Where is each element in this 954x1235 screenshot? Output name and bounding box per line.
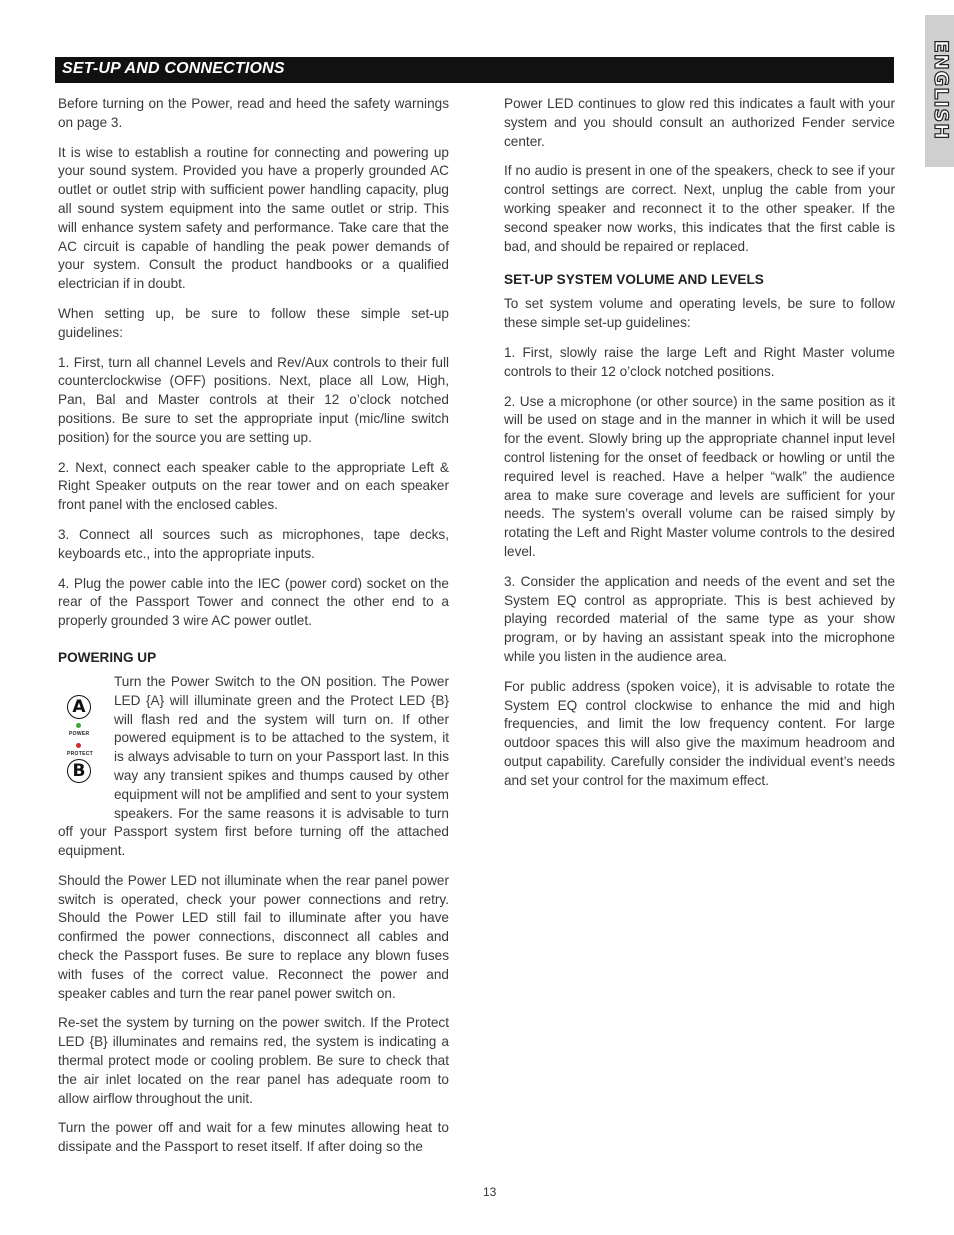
paragraph-step-2: 2. Next, connect each speaker cable to the appropriate Left & Right Speaker outputs on the rear tower and on each speaker front panel with the enclosed cables. (58, 459, 449, 513)
paragraph-protect-led: Re-set the system by turning on the power switch. If the Protect LED {B} illuminates and remains red, the system is indicating a thermal protect mode or cooling problem. Be sure to check that the air inlet located on the rear panel has adequate room to allow airflow throughout the unit. (58, 1015, 449, 1106)
paragraph-step-4: 4. Plug the power cable into the IEC (power cord) socket on the rear of the Passport Tower and connect the other end to a properly grounded 3 wire AC power outlet. (58, 575, 449, 629)
paragraph-volume-step-3: 3. Consider the application and needs of the event and set the System EQ control as appropriate. This is best achieved by playing recorded material of the same type as your show program, or by having an assistant speak into the microphone while you listen in the audience area. (504, 573, 895, 664)
paragraph-routine: It is wise to establish a routine for connecting and powering up your sound system. Provided you have a properly grounded AC outlet or outlet strip with sufficient power handling capacity, plug all sound system equipment into the same outlet or strip. This will enhance system safety and performance. Take care that the AC circuit is capable of handling the peak power demands of your system. Consult the product handbooks or a qualified electrician if in doubt. (58, 144, 449, 292)
paragraph-volume-step-2: 2. Use a microphone (or other source) in the same position as it will be used on stage and in the manner in which it will be used for the event. Slowly bring up the appropriate channel input level control listening for the onset of feedback or howling or until the required level is reached. Have a helper “walk” the audience area to make sure coverage and levels are sufficient for your needs. The system’s overall volume can be raised simply by rotating the Left and Right Master volume controls to the desired level. (504, 393, 895, 559)
page-number: 13 (483, 1185, 497, 1199)
right-column (504, 95, 895, 802)
powering-up-block (58, 673, 449, 861)
paragraph-fault: Power LED continues to glow red this indicates a fault with your system and you should consult an authorized Fender service center. (504, 96, 895, 149)
led-b-marker: B (67, 759, 91, 783)
section-header-bar (55, 57, 894, 83)
led-indicator-figure (58, 673, 108, 813)
paragraph-guidelines-intro: When setting up, be sure to follow these simple set-up guidelines: (58, 305, 449, 340)
paragraph-safety: Before turning on the Power, read and heed the safety warnings on page 3. (58, 96, 449, 130)
heading-volume-levels: SET-UP SYSTEM VOLUME AND LEVELS (504, 272, 764, 288)
paragraph-power-on: Turn the Power Switch to the ON position. The Power LED {A} will illuminate green and the Protect LED {B} will flash red and the system will turn on. If other powered equipment is to be attached to the system, it is always advisable to turn on your Passport last. In this way any transient spikes and thumps caused by other equipment will not be amplified and sent to your system speakers. For the same reasons it is advisable to turn off your Passport system first before turning off the attached equipment. (58, 673, 449, 859)
paragraph-no-audio: If no audio is present in one of the speakers, check to see if your control settings are correct. Next, unplug the cable from your working speaker and reconnect it to the other speaker. If the second speaker now works, this indicates that the first cable is bad, and should be repaired or replaced. (504, 163, 895, 254)
paragraph-volume-intro: To set system volume and operating levels, be sure to follow these simple set-up guidelines: (504, 296, 895, 331)
paragraph-power-off-reset: Turn the power off and wait for a few minutes allowing heat to dissipate and the Passport to reset itself. If after doing so the (58, 1120, 449, 1155)
language-tab (925, 15, 954, 167)
protect-led-label: PROTECT (67, 750, 93, 757)
paragraph-volume-step-1: 1. First, slowly raise the large Left and Right Master volume controls to their 12 o’clock notched positions. (504, 344, 895, 379)
paragraph-step-3: 3. Connect all sources such as microphones, tape decks, keyboards etc., into the appropriate inputs. (58, 526, 449, 561)
paragraph-power-led-troubleshoot: Should the Power LED not illuminate when the rear panel power switch is operated, check your power connections and retry. Should the Power LED still fail to illuminate after you have confirmed the power connections, disconnect all cables and check the Passport fuses. Be sure to replace any blown fuses with fuses of the correct value. Reconnect the power and speaker cables and turn the rear panel power switch on. (58, 872, 449, 1001)
power-led-icon (76, 723, 81, 728)
led-a-marker: A (67, 695, 91, 719)
heading-powering-up: POWERING UP (58, 649, 157, 665)
section-title: SET-UP AND CONNECTIONS (62, 60, 285, 77)
paragraph-step-1: 1. First, turn all channel Levels and Rev/Aux controls to their full counterclockwise (OFF) positions. Next, place all Low, High, Pan, Bal and Master controls at their 12 o’clock notched positions. Be sure to set the appropriate input (mic/line switch position) for the source you are setting up. (58, 354, 449, 445)
left-column (58, 95, 449, 1168)
protect-led-icon (76, 743, 81, 748)
language-tab-label: ENGLISH (930, 39, 953, 141)
paragraph-public-address: For public address (spoken voice), it is advisable to rotate the System EQ control clockwise to enhance the mid and high frequencies, and limit the low frequency content. For large outdoor spaces this will also give the maximum headroom and output capability. Carefully consider the individual event’s needs and set your control for the maximum effect. (504, 678, 895, 788)
power-led-label: POWER (69, 730, 90, 737)
